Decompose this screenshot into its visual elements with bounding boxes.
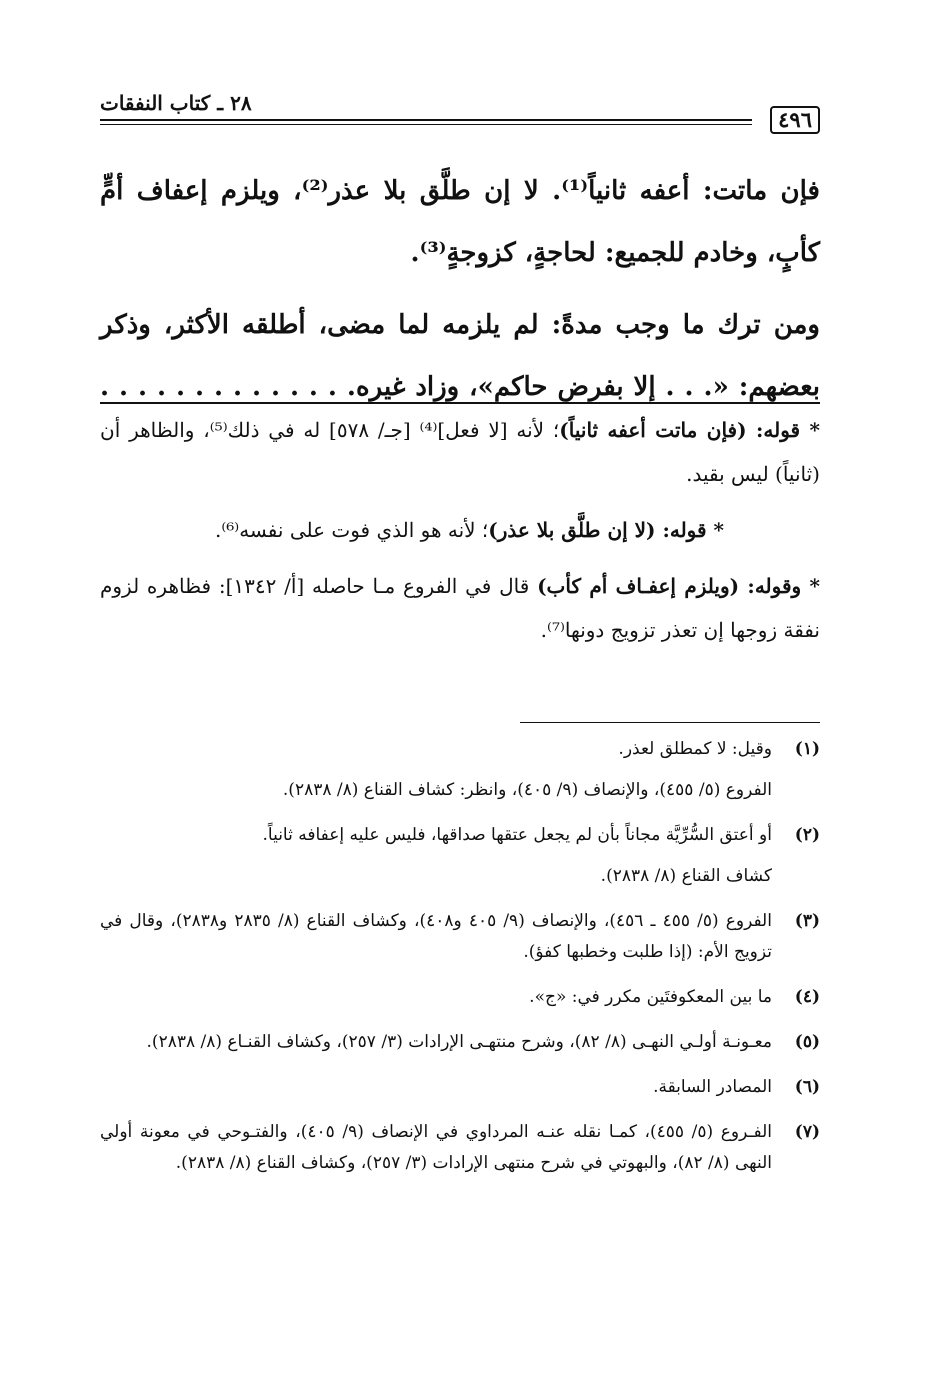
commentary-quote-2: * قوله: (لا إن طلَّق بلا عذر) (488, 518, 724, 542)
commentary-text-3: قال في الفروع مـا حاصله [أ/ ١٣٤٢]: فظاهره لزوم نفقة زوجها إن تعذر تزويج دونها⁽⁷⁾. (100, 574, 820, 642)
footnotes (100, 734, 820, 1193)
footnote-number: (٧) (794, 1122, 820, 1142)
footnote-text: كشاف القناع (٨/ ٢٨٣٨). (600, 866, 772, 886)
commentary (100, 408, 820, 652)
footnote-text: معـونـة أولـي النهـى (٨/ ٨٢)، وشرح منتهـى الإرادات (٣/ ٢٥٧)، وكشاف القنـاع (٨/ ٢٨٣٨). (146, 1032, 772, 1052)
footnote-2 (100, 820, 820, 892)
header-rule (100, 119, 752, 125)
footnote-text: الفروع (٥/ ٤٥٥)، والإنصاف (٩/ ٤٠٥)، وانظر: كشاف القناع (٨/ ٢٨٣٨). (282, 780, 772, 800)
commentary-quote-1: * قوله: (فإن ماتت أعفه ثانياً) (559, 418, 820, 442)
footnote-text: الفـروع (٥/ ٤٥٥)، كمـا نقله عنـه المرداوي في الإنصاف (٩/ ٤٠٥)، والفتـوحي في معونة أولي النهى (٨/ ٨٢)، والبهوتي في شرح منتهى الإرادات (٣/ ٢٥٧)، وكشاف القناع (٨/ ٢٨٣٨). (100, 1122, 772, 1173)
main-paragraph-2: ومن ترك ما وجب مدةً: لم يلزمه لما مضى، أطلقه الأكثر، وذكر بعضهم: «. . . إلا بفرض حاكم»، وزاد غيره. . . . . . . . . . . . . . (100, 310, 820, 402)
footnote-number: (٦) (794, 1077, 820, 1097)
main-text-divider (100, 402, 820, 404)
footnote-text: المصادر السابقة. (653, 1077, 772, 1097)
footnote-number: (٥) (794, 1032, 820, 1052)
footnote-text: أو أعتق السُّرِّيَّة مجاناً بأن لم يجعل عتقها صداقها، فليس عليه إعفافه ثانياً. (262, 825, 772, 845)
commentary-quote-3: * وقوله: (ويلزم إعفـاف أم كأب) (537, 574, 821, 598)
footnote-text: وقيل: لا كمطلق لعذر. (618, 739, 772, 759)
footnote-3 (100, 906, 820, 968)
footnote-number: (٣) (794, 911, 820, 931)
footnotes-divider (520, 722, 820, 723)
page-header (100, 92, 820, 132)
commentary-text-1: ؛ لأنه [لا فعل]⁽⁴⁾ [جـ/ ٥٧٨] له في ذلك⁽⁵⁾، والظاهر أن (ثانياً) ليس بقيد. (100, 418, 820, 486)
footnote-7 (100, 1117, 820, 1179)
footnote-4 (100, 982, 820, 1013)
main-text (100, 160, 820, 418)
footnote-text: ما بين المعكوفتَين مكرر في: «ج». (529, 987, 772, 1007)
footnote-number: (١) (794, 739, 820, 759)
footnote-5 (100, 1027, 820, 1058)
main-paragraph-1: فإن ماتت: أعفه ثانياً⁽¹⁾. لا إن طلَّق بلا عذر⁽²⁾، ويلزم إعفاف أمٍّ كأبٍ، وخادم للجميع: لحاجةٍ، كزوجةٍ⁽³⁾. (100, 176, 820, 268)
commentary-paragraph-1 (100, 408, 820, 496)
commentary-text-2: ؛ لأنه هو الذي فوت على نفسه⁽⁶⁾. (214, 518, 489, 542)
footnote-text: الفروع (٥/ ٤٥٥ ـ ٤٥٦)، والإنصاف (٩/ ٤٠٥ و٤٠٨)، وكشاف القناع (٨/ ٢٨٣٥ و٢٨٣٨)، وقال في تزويج الأم: (إذا طلبت وخطبها كفؤ). (100, 911, 772, 962)
footnote-1 (100, 734, 820, 806)
page-number: ٤٩٦ (770, 106, 820, 134)
commentary-paragraph-2 (100, 508, 820, 552)
footnote-number: (٤) (794, 987, 820, 1007)
chapter-title: ٢٨ ـ كتاب النفقات (100, 92, 258, 114)
footnote-number: (٢) (794, 825, 820, 845)
footnote-6 (100, 1072, 820, 1103)
commentary-paragraph-3 (100, 564, 820, 652)
